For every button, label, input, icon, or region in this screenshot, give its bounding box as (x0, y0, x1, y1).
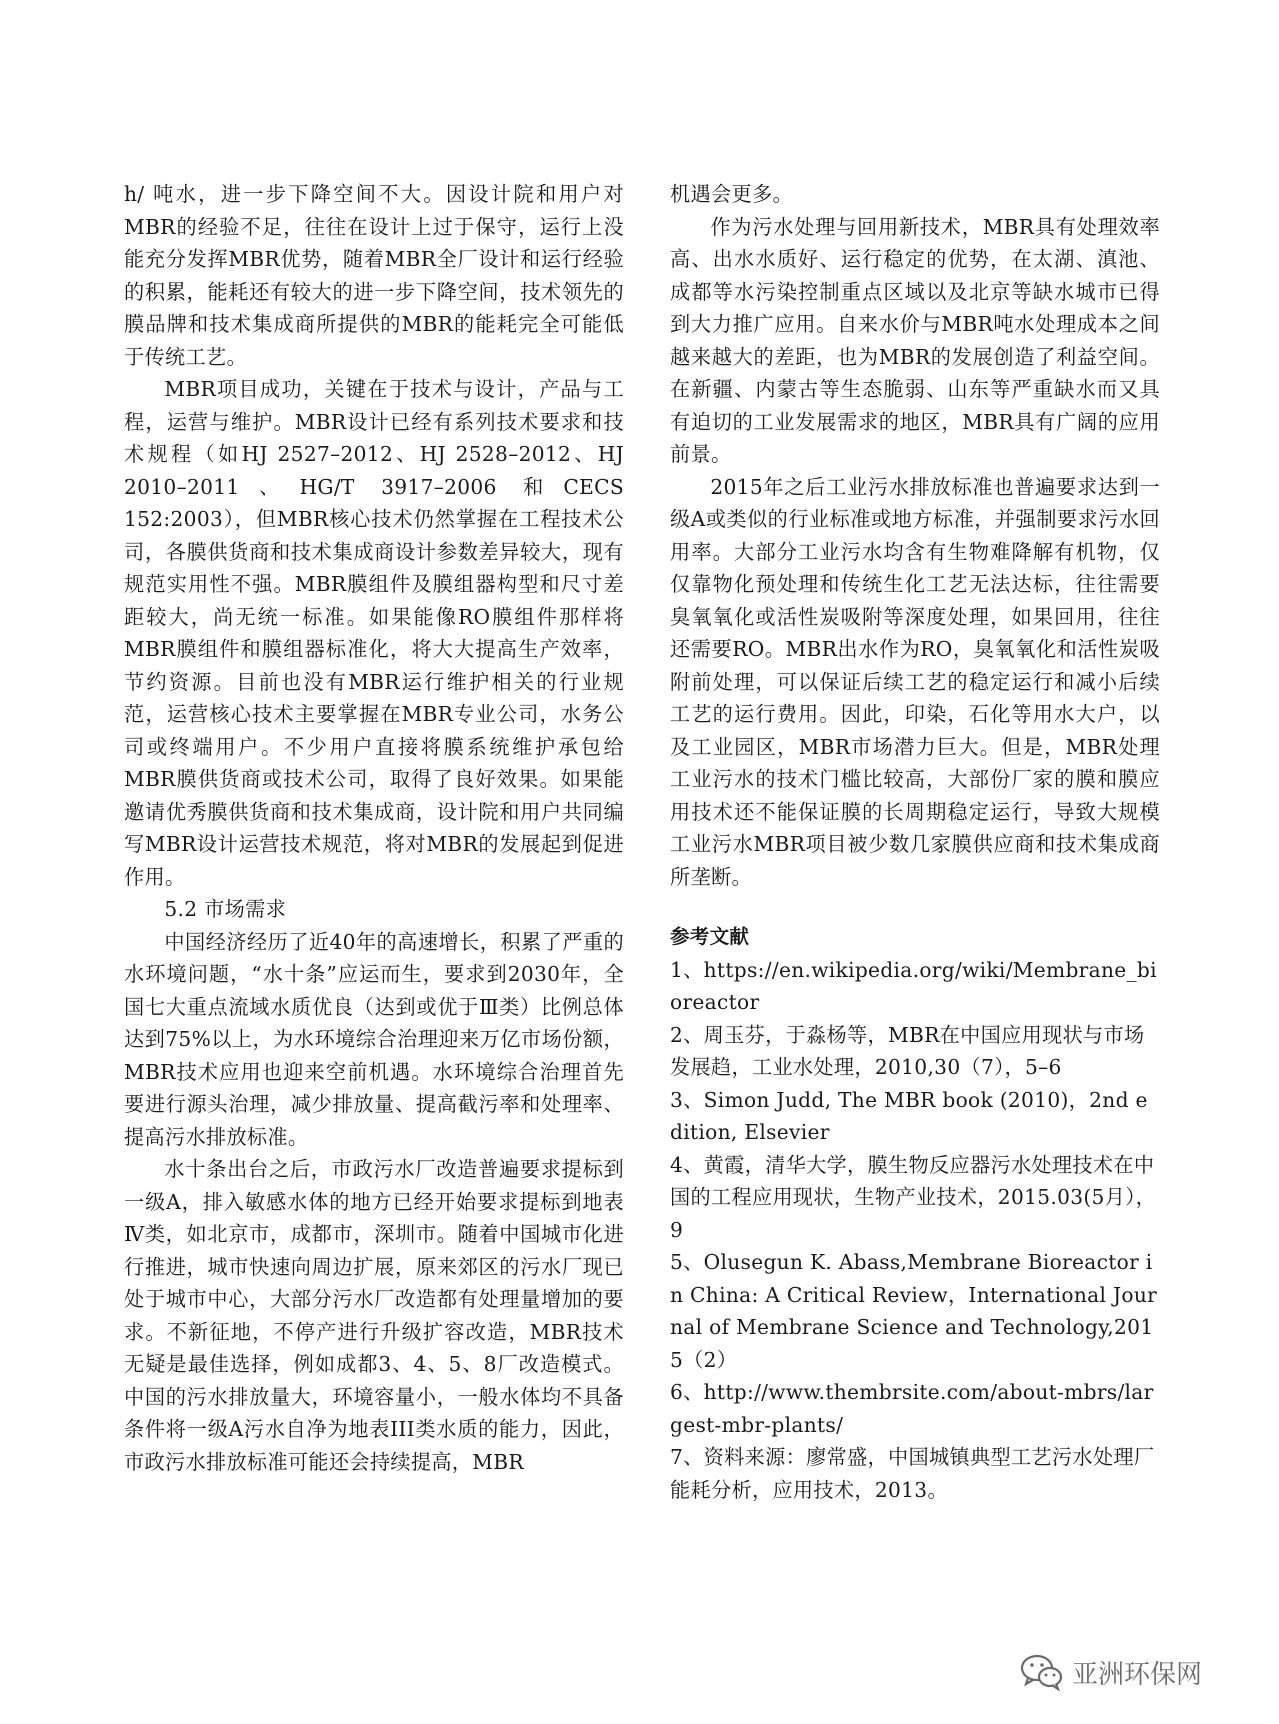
references-heading: 参考文献 (670, 925, 750, 948)
paragraph: 水十条出台之后，市政污水厂改造普遍要求提标到一级A，排入敏感水体的地方已经开始要求提标到地表Ⅳ类，如北京市，成都市，深圳市。随着中国城市化进行推进，城市快速向周边扩展，原来郊区的污水厂现已处于城市中心，大部分污水厂改造都有处理量增加的要求。不新征地，不停产进行升级扩容改造，MBR技术无疑是最佳选择，例如成都3、4、5、8厂改造模式。中国的污水排放量大，环境容量小，一般水体均不具备条件将一级A污水自净为地表III类水质的能力，因此，市政污水排放标准可能还会持续提高，MBR (124, 1157, 624, 1474)
reference-item: 2、周玉芬，于淼杨等，MBR在中国应用现状与市场发展趋，工业水处理，2010,30（7），5–6 (670, 1022, 1145, 1079)
paragraph: 机遇会更多。 (670, 182, 793, 206)
reference-item: 6、http://www.thembrsite.com/about-mbrs/largest-mbr-plants/ (670, 1380, 1154, 1437)
watermark-text: 亚洲环保网 (1072, 1659, 1203, 1690)
section-heading: 5.2 市场需求 (164, 897, 287, 921)
paragraph: 中国经济经历了近40年的高速增长，积累了严重的水环境问题，“水十条”应运而生，要求到2030年，全国七大重点流域水质优良（达到或优于Ⅲ类）比例总体达到75%以上，为水环境综合治理迎来万亿市场份额，MBR技术应用也迎来空前机遇。水环境综合治理首先要进行源头治理，减少排放量、提高截污率和处理率、提高污水排放标准。 (124, 929, 624, 1149)
reference-item: 7、资料来源：廖常盛，中国城镇典型工艺污水处理厂能耗分析，应用技术，2013。 (670, 1445, 1155, 1502)
paragraph: 作为污水处理与回用新技术，MBR具有处理效率高、出水水质好、运行稳定的优势，在太湖、滇池、成都等水污染控制重点区域以及北京等缺水城市已得到大力推广应用。自来水价与MBR吨水处理成本之间越来越大的差距，也为MBR的发展创造了利益空间。在新疆、内蒙古等生态脆弱、山东等严重缺水而又具有迫切的工业发展需求的地区，MBR具有广阔的应用前景。 (670, 214, 1160, 466)
paragraph: MBR项目成功，关键在于技术与设计，产品与工程，运营与维护。MBR设计已经有系列技术要求和技术规程（如HJ 2527–2012、HJ 2528–2012、HJ 2010–2011、HG/T 3917–2006 和CECS 152:2003），但MBR核心技术仍然掌握在工程技术公司，各膜供货商和技术集成商设计参数差异较大，现有规范实用性不强。MBR膜组件及膜组器构型和尺寸差距较大，尚无统一标准。如果能像RO膜组件那样将MBR膜组件和膜组器标准化，将大大提高生产效率，节约资源。目前也没有MBR运行维护相关的行业规范，运营核心技术主要掌握在MBR专业公司，水务公司或终端用户。不少用户直接将膜系统维护承包给MBR膜供货商或技术公司，取得了良好效果。如果能邀请优秀膜供货商和技术集成商，设计院和用户共同编写MBR设计运营技术规范，将对MBR的发展起到促进作用。 (124, 377, 624, 889)
reference-item: 5、Olusegun K. Abass,Membrane Bioreactor in China: A Critical Review，International Journal of Membrane Science and Technology,2015（2） (670, 1250, 1158, 1372)
paragraph: h/ 吨水，进一步下降空间不大。因设计院和用户对MBR的经验不足，往往在设计上过于保守，运行上没能充分发挥MBR优势，随着MBR全厂设计和运行经验的积累，能耗还有较大的进一步下降空间，技术领先的膜品牌和技术集成商所提供的MBR的能耗完全可能低于传统工艺。 (124, 182, 624, 369)
watermark (1020, 1653, 1202, 1691)
reference-item: 3、Simon Judd, The MBR book (2010)，2nd edition, Elsevier (670, 1087, 1148, 1144)
wechat-icon (1020, 1653, 1064, 1691)
reference-item: 1、https://en.wikipedia.org/wiki/Membrane_bioreactor (670, 957, 1157, 1014)
reference-item: 4、黄霞，清华大学，膜生物反应器污水处理技术在中国的工程应用现状，生物产业技术，2015.03(5月），9 (670, 1152, 1157, 1242)
left-column (124, 178, 624, 1478)
paragraph: 2015年之后工业污水排放标准也普遍要求达到一级A或类似的行业标准或地方标准，并强制要求污水回用率。大部分工业污水均含有生物难降解有机物，仅仅靠物化预处理和传统生化工艺无法达标，往往需要臭氧氧化或活性炭吸附等深度处理，如果回用，往往还需要RO。MBR出水作为RO，臭氧氧化和活性炭吸附前处理，可以保证后续工艺的稳定运行和减小后续工艺的运行费用。因此，印染，石化等用水大户，以及工业园区，MBR市场潜力巨大。但是，MBR处理工业污水的技术门槛比较高，大部份厂家的膜和膜应用技术还不能保证膜的长周期稳定运行，导致大规模工业污水MBR项目被少数几家膜供应商和技术集成商所垄断。 (670, 474, 1160, 889)
right-column (670, 178, 1160, 1506)
